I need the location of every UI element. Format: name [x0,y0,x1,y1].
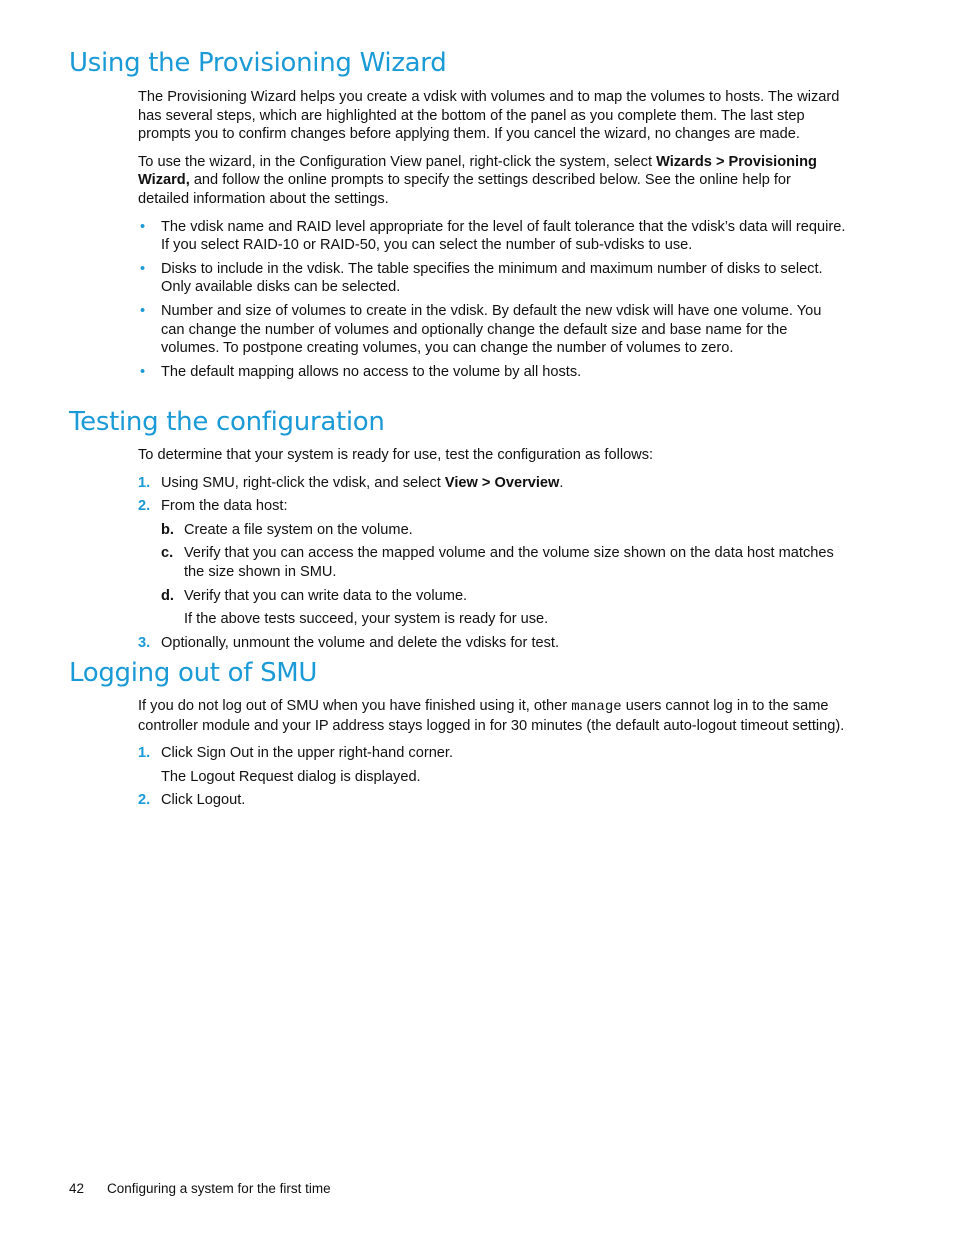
list-item: • Disks to include in the vdisk. The table specifies the minimum and maximum number of disks to select. Only available disks can be selected. [140,260,823,296]
step-number: 3. [138,634,151,651]
bullet-marker: • [140,302,146,319]
sub-list-item: c. Verify that you can access the mapped volume and the volume size shown on the data host matches the size shown in SMU. [161,545,834,580]
heading-testing-configuration: Testing the configuration [69,407,385,437]
section-logging-out [138,697,846,810]
sub-step-marker: d. [161,587,174,604]
step-number: 1. [138,745,151,762]
list-item: • The default mapping allows no access to the volume by all hosts. [140,363,582,380]
heading-provisioning-wizard: Using the Provisioning Wizard [69,48,447,78]
list-item: • The vdisk name and RAID level appropriate for the level of fault tolerance that the vdisk’s data will require. If you select RAID-10 or RAID-50, you can select the number of sub-vdisks to use. [140,218,846,254]
step-number: 2. [138,792,151,809]
list-item: 3. Optionally, unmount the volume and delete the vdisks for test. [138,634,560,651]
list-item: 1. Using SMU, right-click the vdisk, and select View > Overview. [138,474,564,491]
list-item: 2. Click Logout. [138,792,246,809]
sub-step-marker: b. [161,521,174,538]
section-testing-configuration [138,446,846,652]
list-item: • Number and size of volumes to create in the vdisk. By default the new vdisk will have one volume. You can change the number of volumes and optionally change the default size and base name for the volumes. To postpone creating volumes, you can change the number of volumes to zero. [140,302,822,357]
paragraph-testing-intro: To determine that your system is ready for use, test the configuration as follows: [138,447,654,463]
footer-title: Configuring a system for the first time [107,1181,331,1196]
step-number: 1. [138,474,151,491]
heading-logging-out: Logging out of SMU [69,658,318,688]
code-manage: manage [571,699,622,715]
paragraph-wizard-usage: To use the wizard, in the Configuration View panel, right-click the system, select Wizards > Provisioning Wizard, and follow the online prompts to specify the settings described below. See the online help for detailed information about the settings. [138,153,817,207]
step-note: The Logout Request dialog is displayed. [161,768,421,785]
sub-step-marker: c. [161,545,174,562]
list-item: 1. Click Sign Out in the upper right-hand corner. [138,745,454,762]
paragraph-logout-intro: If you do not log out of SMU when you have finished using it, other manage users cannot log in to the same controller module and your IP address stays logged in for 30 minutes (the default auto-logout timeout setting). [138,698,845,734]
bullet-marker: • [140,218,146,235]
step-number: 2. [138,498,151,515]
bullet-marker: • [140,260,146,277]
sub-list-item: b. Create a file system on the volume. [161,521,413,538]
list-item: 2. From the data host: [138,498,288,515]
bullet-marker: • [140,363,146,380]
sub-step-note: If the above tests succeed, your system is ready for use. [184,611,549,628]
sub-list-item: d. Verify that you can write data to the volume. [161,587,468,604]
page-footer [69,1180,331,1198]
paragraph-wizard-intro: The Provisioning Wizard helps you create a vdisk with volumes and to map the volumes to hosts. The wizard has several steps, which are highlighted at the bottom of the panel as you complete them. The last step prompts you to confirm changes before applying them. If you cancel the wizard, no changes are made. [138,89,840,143]
page-number: 42 [69,1181,85,1196]
section-provisioning-wizard [138,88,846,381]
